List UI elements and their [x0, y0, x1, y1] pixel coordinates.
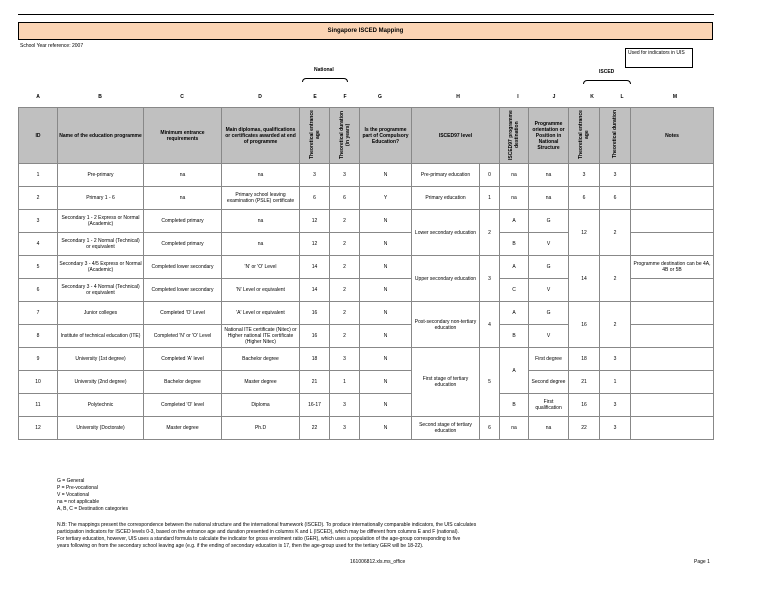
- cell-isced-level: Pre-primary education: [412, 164, 480, 187]
- cell-compulsory: N: [360, 348, 412, 371]
- cell-min: Completed 'N' or 'O' Level: [144, 325, 222, 348]
- isced-brace: [583, 80, 631, 84]
- cell-min: Completed 'O' level: [144, 394, 222, 417]
- cell-age: 16-17: [300, 394, 330, 417]
- col-letter-b: B: [98, 94, 102, 100]
- cell-id: 10: [19, 371, 58, 394]
- cell-age: 14: [300, 256, 330, 279]
- cell-diploma: 'N' or 'O' Level: [222, 256, 300, 279]
- cell-notes: [631, 164, 714, 187]
- cell-min: na: [144, 187, 222, 210]
- cell-age: 12: [300, 210, 330, 233]
- cell-min: Completed 'A' level: [144, 348, 222, 371]
- cell-min: Completed primary: [144, 210, 222, 233]
- cell-isced-code: 5: [480, 348, 500, 417]
- cell-age: 14: [300, 279, 330, 302]
- cell-diploma: Master degree: [222, 371, 300, 394]
- cell-compulsory: N: [360, 233, 412, 256]
- cell-age: 6: [300, 187, 330, 210]
- cell-isced-code: 6: [480, 417, 500, 440]
- col-letter-k: K: [590, 94, 594, 100]
- cell-age: 16: [300, 302, 330, 325]
- cell-name: Secondary 1 - 2 Express or Normal (Academic): [58, 210, 144, 233]
- cell-dur: 2: [330, 325, 360, 348]
- cell-isced-code: 4: [480, 302, 500, 348]
- cell-isced-level: Lower secondary education: [412, 210, 480, 256]
- legend-line: A, B, C = Destination categories: [57, 506, 129, 512]
- cell-orientation: First qualification: [529, 394, 569, 417]
- cell-diploma: na: [222, 210, 300, 233]
- col-letter-h: H: [456, 94, 460, 100]
- cell-isced-level: Upper secondary education: [412, 256, 480, 302]
- cell-diploma: Ph.D: [222, 417, 300, 440]
- cell-age: 16: [300, 325, 330, 348]
- header-notes: Notes: [631, 108, 714, 164]
- cell-diploma: Primary school leaving examination (PSLE) certificate: [222, 187, 300, 210]
- header-id: ID: [19, 108, 58, 164]
- cell-min: na: [144, 164, 222, 187]
- cell-orientation: Second degree: [529, 371, 569, 394]
- cell-dur: 3: [330, 394, 360, 417]
- header-row: [19, 108, 714, 164]
- cell-dur: 2: [330, 302, 360, 325]
- cell-compulsory: N: [360, 325, 412, 348]
- cell-isced-dur: 3: [600, 394, 631, 417]
- header-isced97-destination-text: ISCED97 programme destination: [508, 109, 521, 160]
- cell-orientation: na: [529, 417, 569, 440]
- cell-isced-level: Post-secondary non-tertiary education: [412, 302, 480, 348]
- header-main-diplomas: Main diplomas, qualifications or certificates awarded at end of programme: [222, 108, 300, 164]
- cell-isced-code: 2: [480, 210, 500, 256]
- cell-isced-age: 14: [569, 256, 600, 302]
- table-row: [19, 164, 714, 187]
- cell-notes: [631, 371, 714, 394]
- cell-age: 3: [300, 164, 330, 187]
- cell-name: Primary 1 - 6: [58, 187, 144, 210]
- cell-isced-age: 6: [569, 187, 600, 210]
- cell-id: 6: [19, 279, 58, 302]
- cell-min: Bachelor degree: [144, 371, 222, 394]
- cell-dur: 3: [330, 417, 360, 440]
- table-row: [19, 187, 714, 210]
- cell-destination: B: [500, 233, 529, 256]
- note-line: N.B: The mappings present the correspondence between the national structure and the international framework (ISCED). To produce internationally comparable indicators, the UIS calculates: [57, 522, 477, 528]
- cell-id: 4: [19, 233, 58, 256]
- cell-destination: na: [500, 187, 529, 210]
- cell-isced-dur: 6: [600, 187, 631, 210]
- cell-compulsory: N: [360, 210, 412, 233]
- cell-compulsory: N: [360, 164, 412, 187]
- national-brace: [302, 78, 348, 82]
- note-line: years following on from the secondary school leaving age (e.g. if the ending of secondary education is 17, then the age-group used for the tertiary GER will be 18-22).: [57, 543, 424, 549]
- cell-compulsory: N: [360, 417, 412, 440]
- cell-isced-dur: 3: [600, 417, 631, 440]
- cell-notes: [631, 210, 714, 233]
- cell-min: Master degree: [144, 417, 222, 440]
- cell-destination: A: [500, 210, 529, 233]
- legend-line: na = not applicable: [57, 499, 100, 505]
- cell-orientation: First degree: [529, 348, 569, 371]
- isced-group-label: ISCED: [599, 69, 615, 75]
- cell-name: Secondary 1 - 2 Normal (Technical) or equivalent: [58, 233, 144, 256]
- cell-compulsory: N: [360, 371, 412, 394]
- cell-isced-age: 22: [569, 417, 600, 440]
- cell-orientation: na: [529, 187, 569, 210]
- cell-age: 18: [300, 348, 330, 371]
- cell-name: Secondary 3 - 4/5 Express or Normal (Academic): [58, 256, 144, 279]
- cell-isced-code: 3: [480, 256, 500, 302]
- cell-isced-age: 16: [569, 394, 600, 417]
- cell-dur: 2: [330, 210, 360, 233]
- header-min-entrance: Minimum entrance requirements: [144, 108, 222, 164]
- col-letter-e: E: [313, 94, 317, 100]
- cell-id: 1: [19, 164, 58, 187]
- cell-orientation: na: [529, 164, 569, 187]
- cell-id: 3: [19, 210, 58, 233]
- cell-notes: Programme destination can be 4A, 4B or 5B: [631, 256, 714, 279]
- header-name: Name of the education programme: [58, 108, 144, 164]
- cell-min: Completed lower secondary: [144, 279, 222, 302]
- cell-dur: 2: [330, 233, 360, 256]
- header-isced-entrance-age-text: Theoretical entrance age: [578, 110, 591, 159]
- header-entrance-age: [300, 108, 330, 164]
- col-letter-c: C: [180, 94, 184, 100]
- isced-mapping-table: [18, 107, 714, 440]
- header-isced-duration: [600, 108, 631, 164]
- cell-orientation: G: [529, 302, 569, 325]
- national-group-label: National: [314, 67, 334, 73]
- footer-filename: 161006812.xls.ms_office: [350, 559, 406, 565]
- cell-orientation: G: [529, 256, 569, 279]
- cell-notes: [631, 302, 714, 325]
- cell-orientation: V: [529, 325, 569, 348]
- cell-notes: [631, 187, 714, 210]
- header-isced-entrance-age: [569, 108, 600, 164]
- col-letter-d: D: [258, 94, 262, 100]
- cell-id: 2: [19, 187, 58, 210]
- cell-isced-age: 12: [569, 210, 600, 256]
- cell-orientation: G: [529, 210, 569, 233]
- cell-isced-age: 21: [569, 371, 600, 394]
- cell-notes: [631, 417, 714, 440]
- cell-destination: C: [500, 279, 529, 302]
- cell-id: 11: [19, 394, 58, 417]
- cell-notes: [631, 279, 714, 302]
- cell-compulsory: N: [360, 302, 412, 325]
- table-row: [19, 394, 714, 417]
- cell-isced-age: 3: [569, 164, 600, 187]
- cell-dur: 6: [330, 187, 360, 210]
- cell-min: Completed 'O' Level: [144, 302, 222, 325]
- col-letter-j: J: [552, 94, 556, 100]
- legend-line: P = Pre-vocational: [57, 485, 98, 491]
- header-compulsory: Is the programme part of Compulsory Education?: [360, 108, 412, 164]
- cell-diploma: Diploma: [222, 394, 300, 417]
- cell-isced-dur: 2: [600, 256, 631, 302]
- cell-dur: 2: [330, 256, 360, 279]
- cell-isced-level: Second stage of tertiary education: [412, 417, 480, 440]
- cell-name: Junior colleges: [58, 302, 144, 325]
- cell-id: 5: [19, 256, 58, 279]
- cell-compulsory: N: [360, 394, 412, 417]
- header-isced-duration-text: Theoretical duration: [612, 110, 619, 159]
- table-row: [19, 210, 714, 233]
- cell-compulsory: N: [360, 279, 412, 302]
- uis-legend-box: Used for indicators in UIS: [625, 48, 693, 68]
- cell-isced-level: First stage of tertiary education: [412, 348, 480, 417]
- cell-id: 12: [19, 417, 58, 440]
- cell-compulsory: Y: [360, 187, 412, 210]
- cell-notes: [631, 325, 714, 348]
- cell-isced-dur: 2: [600, 302, 631, 348]
- col-letter-m: M: [672, 94, 678, 100]
- cell-dur: 1: [330, 371, 360, 394]
- cell-id: 8: [19, 325, 58, 348]
- note-line: For tertiary education, however, UIS uses a standard formula to calculate the indicator for gross enrolment ratio (GER), which uses a population of the age-group corresponding to five: [57, 536, 461, 542]
- cell-age: 12: [300, 233, 330, 256]
- cell-name: Polytechnic: [58, 394, 144, 417]
- page-title: Singapore ISCED Mapping: [18, 22, 713, 40]
- cell-id: 7: [19, 302, 58, 325]
- header-duration: [330, 108, 360, 164]
- cell-destination: A: [500, 348, 529, 394]
- cell-age: 21: [300, 371, 330, 394]
- cell-isced-code: 0: [480, 164, 500, 187]
- footer-page-number: Page 1: [694, 559, 710, 565]
- cell-diploma: National ITE certificate (Nitec) or Higher national ITE certificate (Higher Nitec): [222, 325, 300, 348]
- cell-destination: na: [500, 164, 529, 187]
- cell-isced-dur: 1: [600, 371, 631, 394]
- header-isced97-destination: [500, 108, 529, 164]
- col-letter-l: L: [620, 94, 624, 100]
- abbreviation-legend: [57, 478, 128, 513]
- cell-min: Completed lower secondary: [144, 256, 222, 279]
- cell-isced-dur: 3: [600, 164, 631, 187]
- cell-isced-level: Primary education: [412, 187, 480, 210]
- cell-id: 9: [19, 348, 58, 371]
- cell-dur: 3: [330, 164, 360, 187]
- cell-name: Pre-primary: [58, 164, 144, 187]
- note-line: participation indicators for ISCED levels 0-3, based on the entrance age and duration presented in columns K and L (ISCED), which may be different from columns E and F (national).: [57, 529, 459, 535]
- cell-destination: B: [500, 325, 529, 348]
- cell-diploma: 'A' Level or equivalent: [222, 302, 300, 325]
- cell-orientation: V: [529, 233, 569, 256]
- cell-compulsory: N: [360, 256, 412, 279]
- cell-name: University (1st degree): [58, 348, 144, 371]
- cell-min: Completed primary: [144, 233, 222, 256]
- table-row: [19, 371, 714, 394]
- table-row: [19, 348, 714, 371]
- cell-age: 22: [300, 417, 330, 440]
- methodology-note: [57, 522, 527, 550]
- cell-dur: 2: [330, 279, 360, 302]
- cell-isced-dur: 3: [600, 348, 631, 371]
- col-letter-f: F: [343, 94, 347, 100]
- school-year: School Year reference: 2007: [20, 43, 84, 49]
- cell-diploma: na: [222, 164, 300, 187]
- cell-destination: A: [500, 256, 529, 279]
- legend-line: G = General: [57, 478, 85, 484]
- table-row: [19, 256, 714, 279]
- header-orientation: Programme orientation or Position in National Structure: [529, 108, 569, 164]
- cell-diploma: na: [222, 233, 300, 256]
- cell-name: University (Doctorate): [58, 417, 144, 440]
- cell-diploma: Bachelor degree: [222, 348, 300, 371]
- cell-orientation: V: [529, 279, 569, 302]
- table-row: [19, 417, 714, 440]
- cell-notes: [631, 233, 714, 256]
- top-rule: [18, 14, 714, 15]
- header-duration-text: Theoretical duration (in years): [338, 110, 351, 159]
- col-letter-i: I: [517, 94, 519, 100]
- cell-destination: A: [500, 302, 529, 325]
- cell-notes: [631, 348, 714, 371]
- cell-name: University (2nd degree): [58, 371, 144, 394]
- header-isced97-level: ISCED97 level: [412, 108, 500, 164]
- cell-dur: 3: [330, 348, 360, 371]
- cell-isced-age: 16: [569, 302, 600, 348]
- table-row: [19, 302, 714, 325]
- cell-name: Secondary 3 - 4 Normal (Technical) or equivalent: [58, 279, 144, 302]
- legend-line: V = Vocational: [57, 492, 90, 498]
- cell-diploma: 'N' Level or equivalent: [222, 279, 300, 302]
- cell-destination: B: [500, 394, 529, 417]
- header-entrance-age-text: Theoretical entrance age: [308, 110, 321, 159]
- cell-isced-age: 18: [569, 348, 600, 371]
- cell-destination: na: [500, 417, 529, 440]
- col-letter-g: G: [378, 94, 382, 100]
- col-letter-a: A: [36, 94, 40, 100]
- cell-isced-dur: 2: [600, 210, 631, 256]
- cell-notes: [631, 394, 714, 417]
- cell-name: Institute of technical education (ITE): [58, 325, 144, 348]
- cell-isced-code: 1: [480, 187, 500, 210]
